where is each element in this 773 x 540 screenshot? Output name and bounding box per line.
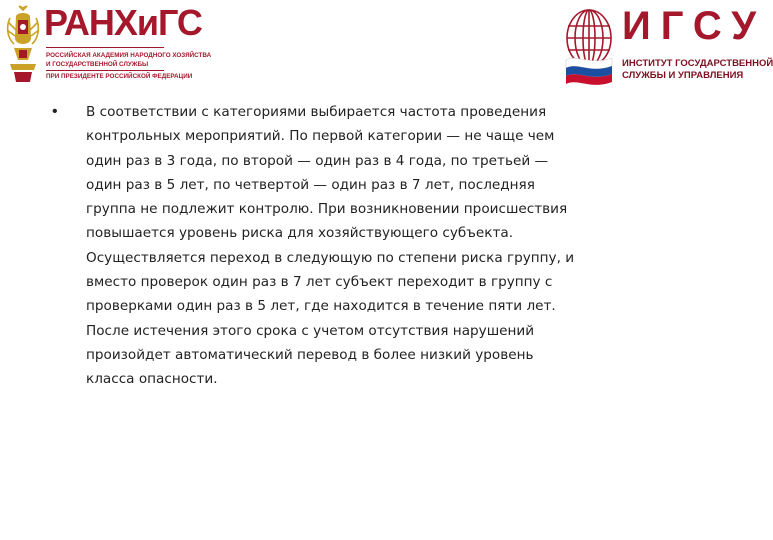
ranepa-divider (46, 47, 164, 48)
paragraph-line: произойдет автоматический перевод в более низкий уровень (86, 346, 534, 363)
globe-flag-icon (560, 4, 618, 88)
igsu-logo (560, 0, 773, 90)
paragraph-line: один раз в 5 лет, по четвертой — один раз в 7 лет, последняя (86, 176, 535, 193)
igsu-subtitle-line: СЛУЖБЫ И УПРАВЛЕНИЯ (622, 70, 744, 81)
paragraph-line: проверками один раз в 5 лет, где находится в течение пяти лет. (86, 298, 556, 315)
bullet-icon: • (52, 103, 58, 120)
ranepa-subtitle-line: ПРИ ПРЕЗИДЕНТЕ РОССИЙСКОЙ ФЕДЕРАЦИИ (46, 73, 193, 80)
igsu-subtitle-line: ИНСТИТУТ ГОСУДАРСТВЕННОЙ (622, 58, 773, 69)
ranepa-logo (0, 0, 212, 88)
slide-content (52, 100, 662, 392)
ranepa-subtitle-line: И ГОСУДАРСТВЕННОЙ СЛУЖБЫ (46, 61, 149, 68)
paragraph-line: Осуществляется переход в следующую по степени риска группу, и (86, 249, 575, 266)
paragraph-line: вместо проверок один раз в 7 лет субъект переходит в группу с (86, 274, 553, 291)
paragraph-line: В соответствии с категориями выбирается частота проведения (86, 104, 547, 120)
ranepa-subtitle-line: РОССИЙСКАЯ АКАДЕМИЯ НАРОДНОГО ХОЗЯЙСТВА (46, 52, 212, 59)
paragraph-line: группа не подлежит контролю. При возникновении происшествия (86, 201, 568, 218)
bullet-paragraph (52, 100, 662, 392)
ranepa-divider (46, 70, 164, 71)
paragraph-line: повышается уровень риска для хозяйствующего субъекта. (86, 225, 514, 242)
igsu-title: ИГСУ (622, 4, 767, 48)
ranepa-title: РАНХиГС (44, 2, 202, 43)
paragraph-line: контрольных мероприятий. По первой категории — не чаще чем (86, 128, 555, 145)
paragraph-line: После истечения этого срока с учетом отсутствия нарушений (86, 322, 535, 339)
eagle-emblem-icon (4, 4, 42, 84)
paragraph-line: класса опасности. (86, 371, 218, 388)
paragraph-line: один раз в 3 года, по второй — один раз в 4 года, по третьей — (86, 152, 549, 169)
